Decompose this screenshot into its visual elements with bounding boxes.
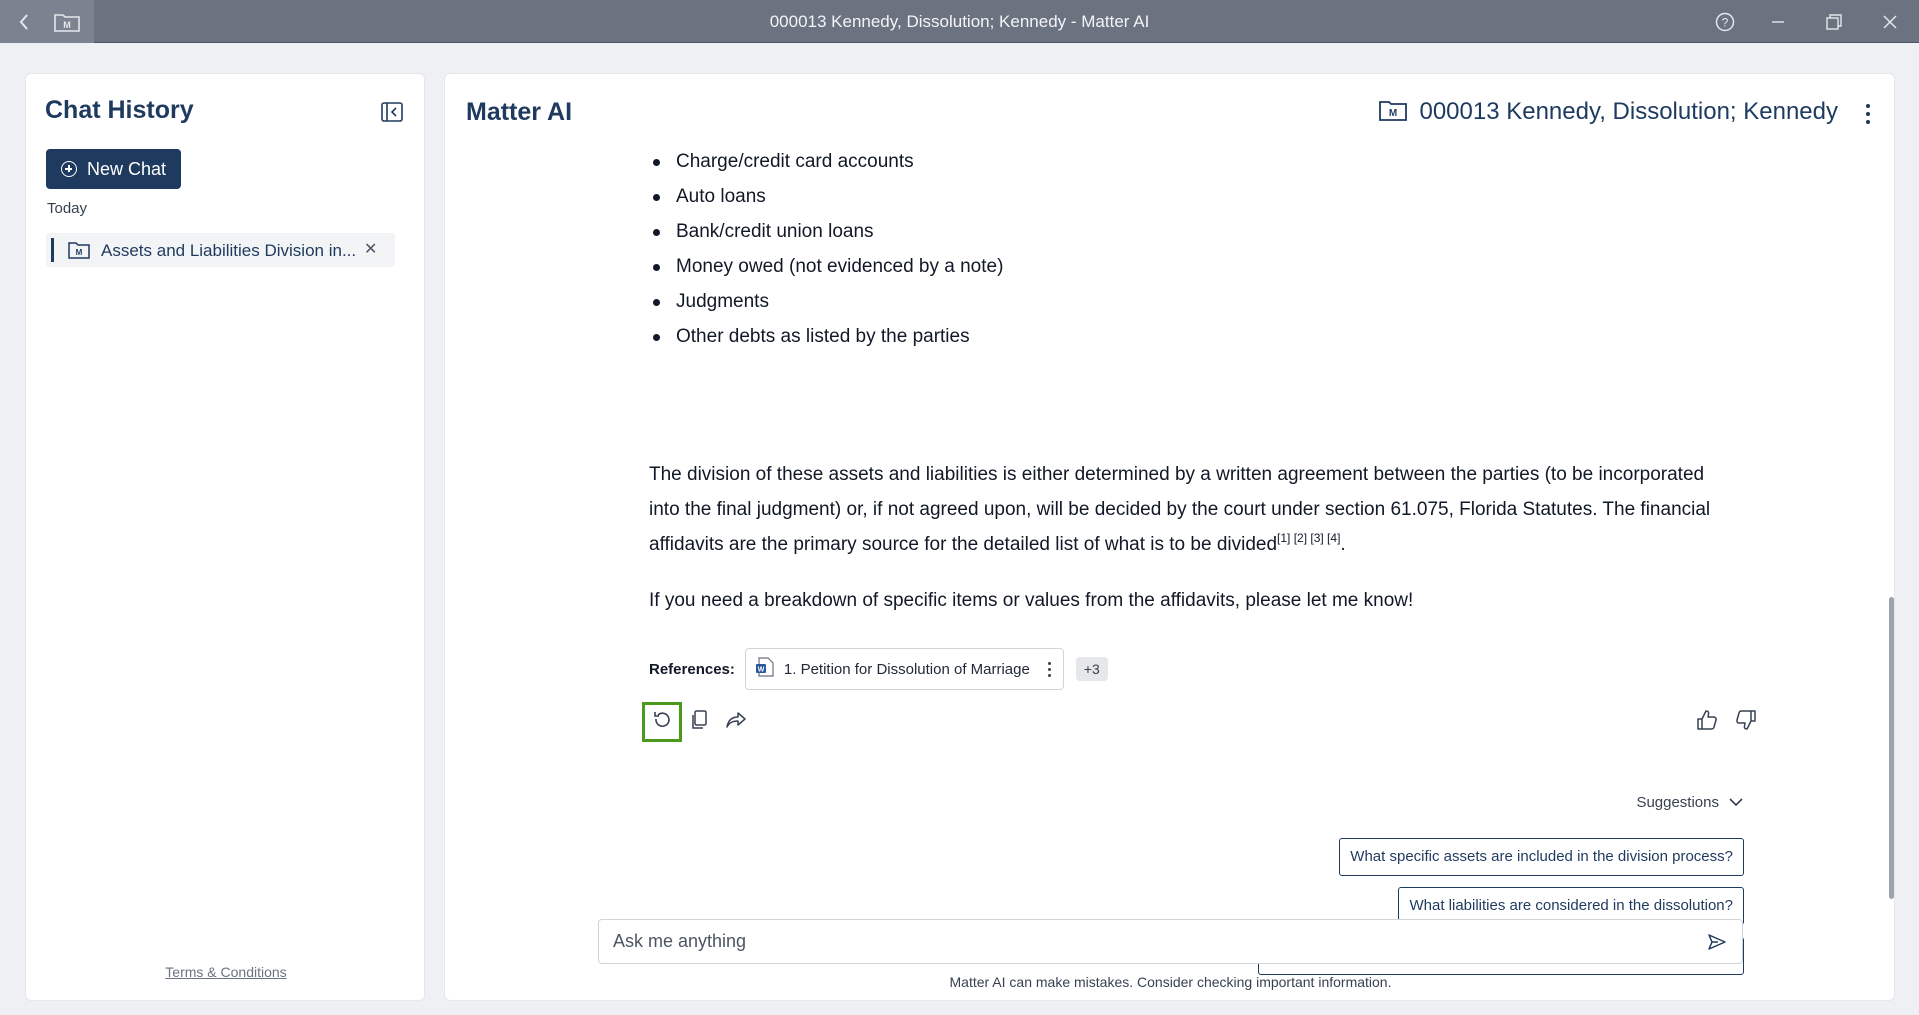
word-document-icon bbox=[756, 657, 774, 682]
send-icon[interactable] bbox=[1707, 932, 1727, 952]
share-button[interactable] bbox=[716, 702, 756, 742]
thumbs-up-button[interactable] bbox=[1687, 702, 1727, 742]
list-item: Bank/credit union loans bbox=[650, 214, 1003, 249]
regenerate-button[interactable] bbox=[642, 702, 682, 742]
more-options-icon[interactable] bbox=[1858, 100, 1878, 128]
thumbs-up-icon bbox=[1696, 709, 1718, 736]
suggestions-label: Suggestions bbox=[1636, 794, 1719, 811]
window-titlebar bbox=[0, 0, 1919, 43]
close-window-icon[interactable] bbox=[1863, 0, 1917, 43]
liabilities-list bbox=[650, 144, 1003, 354]
reference-options-icon[interactable] bbox=[1048, 662, 1051, 677]
reference-chip[interactable] bbox=[745, 648, 1064, 690]
matter-folder-icon[interactable] bbox=[40, 0, 94, 43]
titlebar-nav-area bbox=[0, 0, 94, 43]
thumbs-down-icon bbox=[1735, 709, 1757, 736]
new-chat-button[interactable] bbox=[46, 149, 181, 189]
list-item: Money owed (not evidenced by a note) bbox=[650, 249, 1003, 284]
suggestions-toggle[interactable] bbox=[1636, 794, 1743, 811]
chat-history-panel bbox=[25, 73, 425, 1001]
chat-history-title: Chat History bbox=[45, 96, 194, 124]
help-icon[interactable] bbox=[1698, 0, 1752, 43]
list-item: Charge/credit card accounts bbox=[650, 144, 1003, 179]
chat-input-box bbox=[598, 919, 1743, 964]
reference-label: 1. Petition for Dissolution of Marriage bbox=[783, 660, 1030, 678]
active-indicator bbox=[51, 238, 54, 262]
paragraph-end: . bbox=[1340, 534, 1346, 555]
chat-response-area bbox=[445, 151, 1896, 1002]
ai-disclaimer: Matter AI can make mistakes. Consider checking important information. bbox=[949, 974, 1392, 990]
matter-selector[interactable] bbox=[1379, 98, 1838, 126]
new-chat-label: New Chat bbox=[86, 158, 167, 179]
copy-button[interactable] bbox=[679, 702, 719, 742]
response-paragraph: If you need a breakdown of specific items or values from the affidavits, please let me know! bbox=[649, 590, 1414, 611]
history-group-today: Today bbox=[47, 200, 88, 217]
share-icon bbox=[725, 711, 747, 734]
more-references-badge[interactable]: +3 bbox=[1076, 657, 1108, 681]
matter-folder-icon bbox=[68, 241, 90, 264]
list-item: Judgments bbox=[650, 284, 1003, 319]
history-item-assets-liabilities[interactable] bbox=[46, 233, 395, 267]
references-row bbox=[649, 648, 1108, 690]
svg-text:W: W bbox=[757, 666, 765, 673]
minimize-icon[interactable] bbox=[1751, 0, 1805, 43]
matter-folder-icon bbox=[1379, 99, 1407, 126]
suggestion-chip[interactable]: What liabilities are considered in the dissolution? bbox=[1398, 887, 1744, 925]
svg-text:M: M bbox=[75, 248, 83, 257]
citation-links[interactable]: [1] [2] [3] [4] bbox=[1277, 531, 1341, 545]
copy-icon bbox=[690, 710, 708, 735]
scrollbar[interactable] bbox=[1889, 597, 1894, 899]
plus-circle-icon bbox=[61, 161, 77, 177]
references-label: References: bbox=[649, 660, 735, 678]
svg-text:M: M bbox=[1389, 107, 1398, 119]
thumbs-down-button[interactable] bbox=[1726, 702, 1766, 742]
page-title: Matter AI bbox=[466, 98, 573, 126]
close-icon[interactable]: ✕ bbox=[364, 241, 378, 258]
list-item: Other debts as listed by the parties bbox=[650, 319, 1003, 354]
matter-label: 000013 Kennedy, Dissolution; Kennedy bbox=[1419, 98, 1838, 125]
svg-text:?: ? bbox=[1721, 15, 1729, 29]
terms-conditions-link[interactable]: Terms & Conditions bbox=[165, 964, 287, 980]
suggestion-chip[interactable]: What specific assets are included in the division process? bbox=[1339, 838, 1744, 876]
svg-text:M: M bbox=[63, 19, 71, 30]
matter-ai-panel bbox=[444, 73, 1895, 1001]
chevron-down-icon bbox=[1729, 794, 1743, 811]
paragraph-text: The division of these assets and liabilities is either determined by a written agreement between the parties (to be incorporated into the final judgment) or, if not agreed upon, will be decided by the court under section 61.075, Florida Statutes. The financial affidavits are the primary source for the detailed list of what is to be divided bbox=[649, 464, 1711, 555]
chat-input[interactable] bbox=[613, 920, 1693, 963]
restore-icon[interactable] bbox=[1807, 0, 1861, 43]
list-item: Auto loans bbox=[650, 179, 1003, 214]
history-item-label: Assets and Liabilities Division in... bbox=[101, 241, 357, 260]
response-paragraph bbox=[649, 457, 1739, 562]
window-title: 000013 Kennedy, Dissolution; Kennedy - Matter AI bbox=[769, 12, 1150, 31]
collapse-sidebar-icon[interactable] bbox=[381, 102, 403, 122]
refresh-icon bbox=[652, 710, 672, 735]
